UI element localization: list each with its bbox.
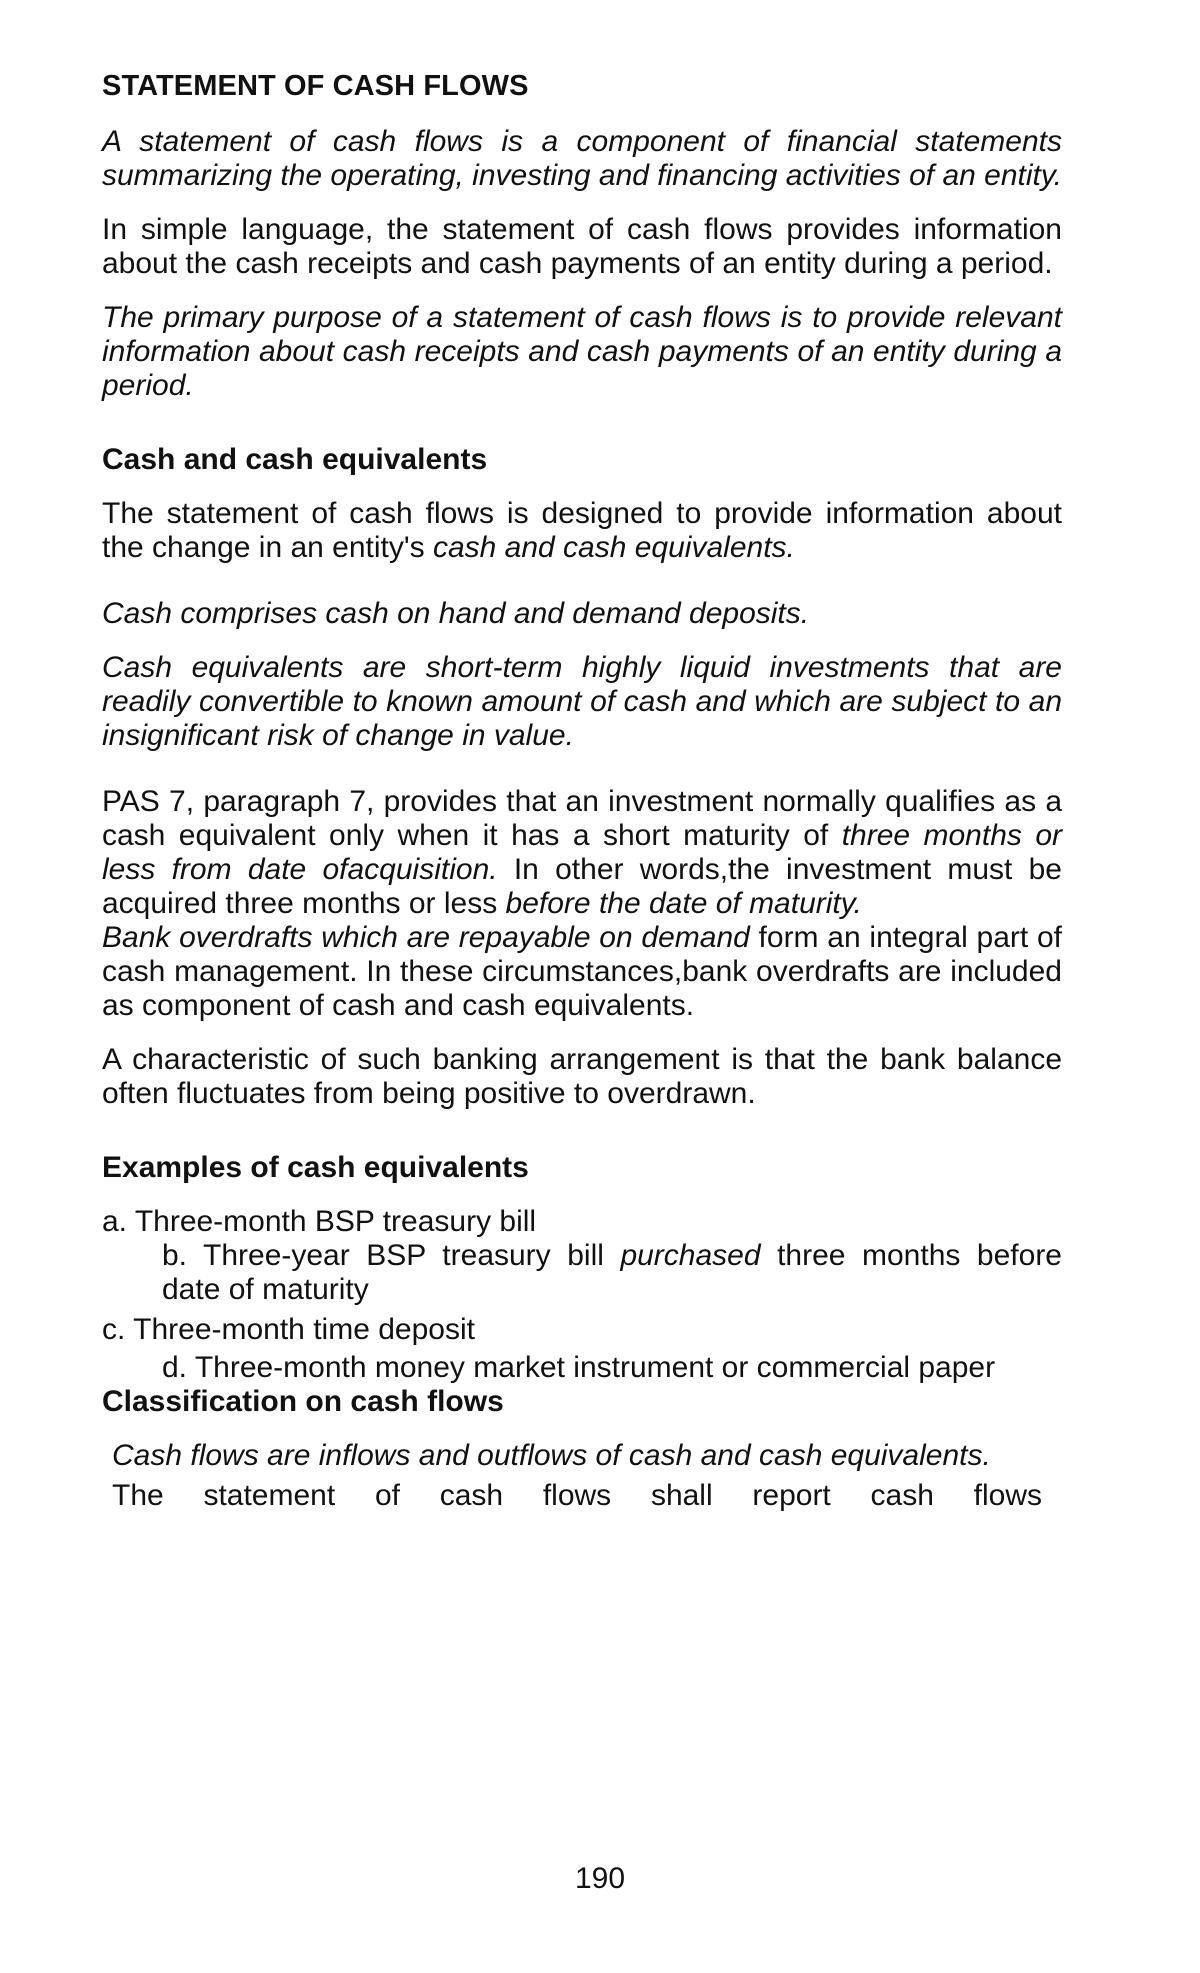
example-item-b-post: three months before date of maturity — [162, 1239, 1062, 1306]
characteristic-paragraph: A characteristic of such banking arrangement is that the bank balance often fluctuates from being positive to overdrawn. — [102, 1043, 1062, 1110]
example-item-b-italic: purchased — [620, 1239, 761, 1272]
document-page — [102, 70, 1062, 1513]
overdraft-text: form an integral part of cash management. In these circumstances,bank overdrafts are included as component of cash and cash equivalents. — [102, 921, 1062, 1022]
cash-flows-definition-paragraph: Cash flows are inflows and outflows of cash and cash equivalents. — [112, 1439, 991, 1472]
cash-equivalents-heading: Cash and cash equivalents — [102, 443, 488, 476]
example-item-b-text: b. Three-year BSP treasury bill — [162, 1239, 621, 1272]
report-paragraph: The statement of cash flows shall report cash flows — [112, 1479, 1042, 1512]
example-item-d: d. Three-month money market instrument or commercial paper — [162, 1351, 996, 1384]
pas7-text: PAS 7, paragraph 7, provides that an investment normally qualifies as a cash equivalent only when it has a short maturity of — [102, 785, 1062, 852]
overdraft-italic-text: Bank overdrafts which are repayable on demand — [102, 921, 750, 954]
designed-text: The statement of cash flows is designed to provide information about the change in an entity's — [102, 497, 1062, 564]
designed-paragraph — [102, 497, 1062, 565]
pas7-paragraph — [102, 785, 1062, 921]
simple-language-paragraph: In simple language, the statement of cash flows provides information about the cash receipts and cash payments of an entity during a period. — [102, 213, 1062, 280]
cash-equivalents-definition-paragraph: Cash equivalents are short-term highly liquid investments that are readily convertible to known amount of cash and which are subject to an insignificant risk of change in value. — [102, 651, 1062, 752]
document-title: STATEMENT OF CASH FLOWS — [102, 70, 529, 102]
classification-block — [102, 1439, 1042, 1513]
definition-paragraph: A statement of cash flows is a component of financial statements summarizing the operating, investing and financing activities of an entity. — [102, 125, 1062, 192]
classification-heading: Classification on cash flows — [102, 1385, 504, 1418]
example-item-b — [102, 1239, 1062, 1307]
cash-definition-paragraph: Cash comprises cash on hand and demand deposits. — [102, 597, 810, 630]
pas7-mid-text: In other words,the investment must be acquired three months or less — [102, 853, 1062, 920]
example-item-a: a. Three-month BSP treasury bill — [102, 1205, 537, 1238]
overdraft-paragraph — [102, 921, 1062, 1023]
primary-purpose-paragraph: The primary purpose of a statement of cash flows is to provide relevant information about cash receipts and cash payments of an entity during a period. — [102, 301, 1062, 402]
page-number: 190 — [574, 1862, 626, 1895]
pas7-italic-text-2: before the date of maturity. — [505, 887, 862, 920]
pas7-italic-text: three months or less from date ofacquisition. — [102, 819, 1062, 886]
example-item-c: c. Three-month time deposit — [102, 1313, 475, 1346]
examples-heading: Examples of cash equivalents — [102, 1151, 529, 1184]
designed-italic-text: cash and cash equivalents. — [432, 531, 795, 564]
